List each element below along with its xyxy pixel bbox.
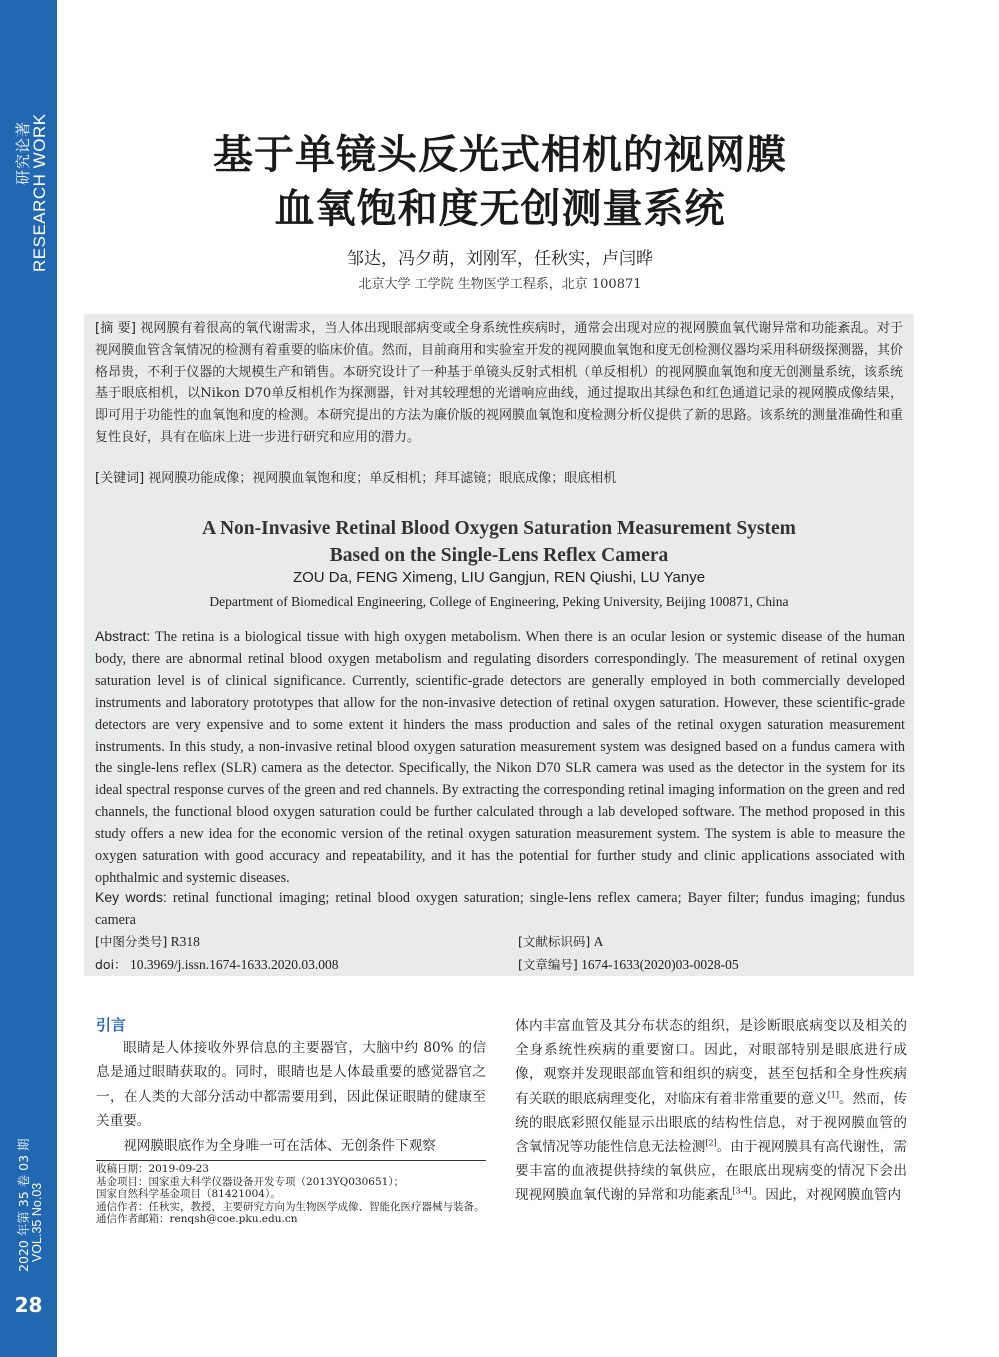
paper-title-en — [84, 515, 914, 569]
affiliation-cn: 北京大学 工学院 生物医学工程系，北京 100871 — [358, 277, 642, 292]
article-number — [518, 955, 739, 973]
doi-value[interactable]: 10.3969/j.issn.1674-1633.2020.03.008 — [129, 957, 339, 972]
page-number: 28 — [14, 1293, 43, 1317]
title-en-line-2: Based on the Single-Lens Reflex Camera — [329, 545, 669, 566]
body-column-left — [96, 1014, 486, 1158]
clc-label: [中图分类号] — [95, 934, 168, 949]
doi-label: doi： — [95, 957, 127, 972]
keywords-text-en: retinal functional imaging; retinal blood oxygen saturation; single-lens reflex camera; Bayer filter; fundus imaging; fundus camera — [95, 890, 906, 928]
corresponding-author: 通信作者：任秋实，教授，主要研究方向为生物医学成像、智能化医疗器械与装备。 — [96, 1200, 485, 1213]
clc-value: R318 — [170, 934, 200, 949]
citation-ref[interactable]: [1] — [827, 1090, 840, 1100]
title-en-line-1: A Non-Invasive Retinal Blood Oxygen Saturation Measurement System — [202, 518, 796, 539]
clc-number — [95, 932, 200, 950]
article-no-label: [文章编号] — [518, 957, 578, 972]
footnote-divider — [96, 1160, 486, 1161]
fund-project-1: 基金项目：国家重大科学仪器设备开发专项（2013YQ030651）； — [96, 1175, 405, 1188]
keywords-en — [95, 887, 905, 932]
affiliation-en: Department of Biomedical Engineering, College of Engineering, Peking University, Beijing 100871, China — [209, 594, 789, 609]
keywords-text-cn: 视网膜功能成像；视网膜血氧饱和度；单反相机；拜耳滤镜；眼底成像；眼底相机 — [148, 471, 617, 486]
corresponding-email[interactable]: 通信作者邮箱：renqsh@coe.pku.edu.cn — [96, 1213, 298, 1225]
citation-ref[interactable]: [2] — [705, 1138, 717, 1148]
text-run: 。由于视网膜具有高代谢性，需要丰富的血液提供持续的氧供应，在眼底出现病变的情况下会出现视网膜血氧代谢的异常和功能紊乱 — [515, 1139, 907, 1204]
text-run: 。然而，传统的眼底彩照仅能显示出眼底的结构性信息，对于视网膜血管的含氧情况等功能性信息无法检测 — [515, 1090, 908, 1156]
article-no-value: 1674-1633(2020)03-0028-05 — [581, 957, 739, 972]
doc-code-label: [文献标识码] — [518, 934, 591, 949]
abstract-text-cn: 视网膜有着很高的氧代谢需求，当人体出现眼部病变或全身系统性疾病时，通常会出现对应的视网膜血氧代谢异常和功能紊乱。对于视网膜血管含氧情况的检测有着重要的临床价值。然而，目前商用和实验室开发的视网膜血氧饱和度无创检测仪器均采用科研级探测器，其价格昂贵，不利于仪器的大规模生产和销售。本研究设计了一种基于单镜头反射式相机（单反相机）的视网膜血氧饱和度无创测量系统，该系统基于眼底相机，以Nikon D70单反相机作为探测器，针对其较理想的光谱响应曲线，通过提取出其绿色和红色通道记录的视网膜成像结果，即可用于功能性的血氧饱和度的检测。本研究提出的方法为廉价版的视网膜血氧饱和度检测分析仪提供了新的思路。该系统的测量准确性和重复性良好，具有在临床上进一步进行研究和应用的潜力。 — [95, 321, 903, 445]
paragraph: 视网膜眼底作为全身唯一可在活体、无创条件下观察 — [123, 1137, 436, 1154]
issue-info-cn: 2020 年第 35 卷 03 期 — [16, 1138, 31, 1272]
text-run: 体内丰富血管及其分布状态的组织，是诊断眼底病变以及相关的全身系统性疾病的重要窗口。因此，对眼部特别是眼底进行成像，观察并发现眼部血管和组织的病变，甚至包括和全身性疾病有关联的眼底病理变化，对临床有着非常重要的意义 — [515, 1018, 907, 1107]
title-line-2: 血氧饱和度无创测量系统 — [274, 185, 726, 232]
citation-ref[interactable]: [3-4] — [732, 1186, 752, 1196]
paragraph: 眼睛是人体接收外界信息的主要器官，大脑中约 80% 的信息是通过眼睛获取的。同时，眼睛也是人体最重要的感觉器官之一，在人类的大部分活动中都需要用到，因此保证眼睛的健康至关重要。 — [96, 1040, 486, 1130]
authors-en: ZOU Da, FENG Ximeng, LIU Gangjun, REN Qiushi, LU Yanye — [292, 569, 706, 586]
title-line-1: 基于单镜头反光式相机的视网膜 — [213, 131, 787, 178]
footnotes — [96, 1163, 486, 1226]
keywords-label-en: Key words: — [95, 889, 167, 905]
abstract-cn — [95, 318, 903, 449]
paragraph — [515, 1014, 907, 1208]
section-label-cn: 研究论著 — [14, 120, 32, 185]
abstract-box — [84, 314, 914, 976]
abstract-text-en: The retina is a biological tissue with high oxygen metabolism. When there is an ocular lesion or systemic disease of the human body, there are abnormal retinal blood oxygen metabolism and regulating disorders correspondingly. The measurement of retinal oxygen saturation level is of clinical significance. Currently, scientific-grade detectors are generally employed in both commercially developed instruments and laboratory prototypes that allow for the non-invasive detection of retinal oxygen saturation. However, these scientific-grade detectors are very expensive and to some extent it hinders the mass production and sales of the retinal oxygen saturation measurement instruments. In this study, a non-invasive retinal blood oxygen saturation measurement system was designed based on a fundus camera with the single-lens reflex (SLR) camera as the detector. Specifically, the Nikon D70 SLR camera was used as the detector in the system for its ideal spectral response curves of the green and red channels. By extracting the corresponding retinal imaging information on the green and red channels, the functional blood oxygen saturation could be further calculated through a lab developed software. The method proposed in this study offers a new idea for the economic version of the retinal oxygen saturation measurement system. The system is able to measure the oxygen saturation with good accuracy and repeatability, and it has the potential for further study and clinic applications associated with ophthalmic and systemic diseases. — [95, 629, 905, 886]
text-run: 。因此，对视网膜血管内 — [751, 1187, 902, 1204]
abstract-label-en: Abstract: — [95, 628, 151, 644]
received-date: 收稿日期：2019-09-23 — [96, 1163, 210, 1175]
keywords-label-cn: [关键词] — [95, 471, 145, 486]
section-heading-introduction: 引言 — [96, 1016, 127, 1034]
doc-code-value: A — [593, 934, 604, 949]
abstract-label-cn: [摘 要] — [95, 321, 136, 336]
paper-title-cn — [120, 128, 880, 236]
authors-cn: 邹达，冯夕萌，刘刚军，任秋实，卢闫晔 — [347, 249, 653, 269]
fund-project-2: 国家自然科学基金项目（81421004）。 — [96, 1188, 281, 1200]
abstract-en — [95, 626, 905, 890]
keywords-cn — [95, 469, 903, 489]
section-label-en: RESEARCH WORK — [30, 113, 49, 272]
doi — [95, 955, 338, 973]
issue-info-en: VOL.35 No.03 — [30, 1182, 44, 1262]
document-code — [518, 932, 603, 950]
body-column-right — [515, 1014, 907, 1208]
